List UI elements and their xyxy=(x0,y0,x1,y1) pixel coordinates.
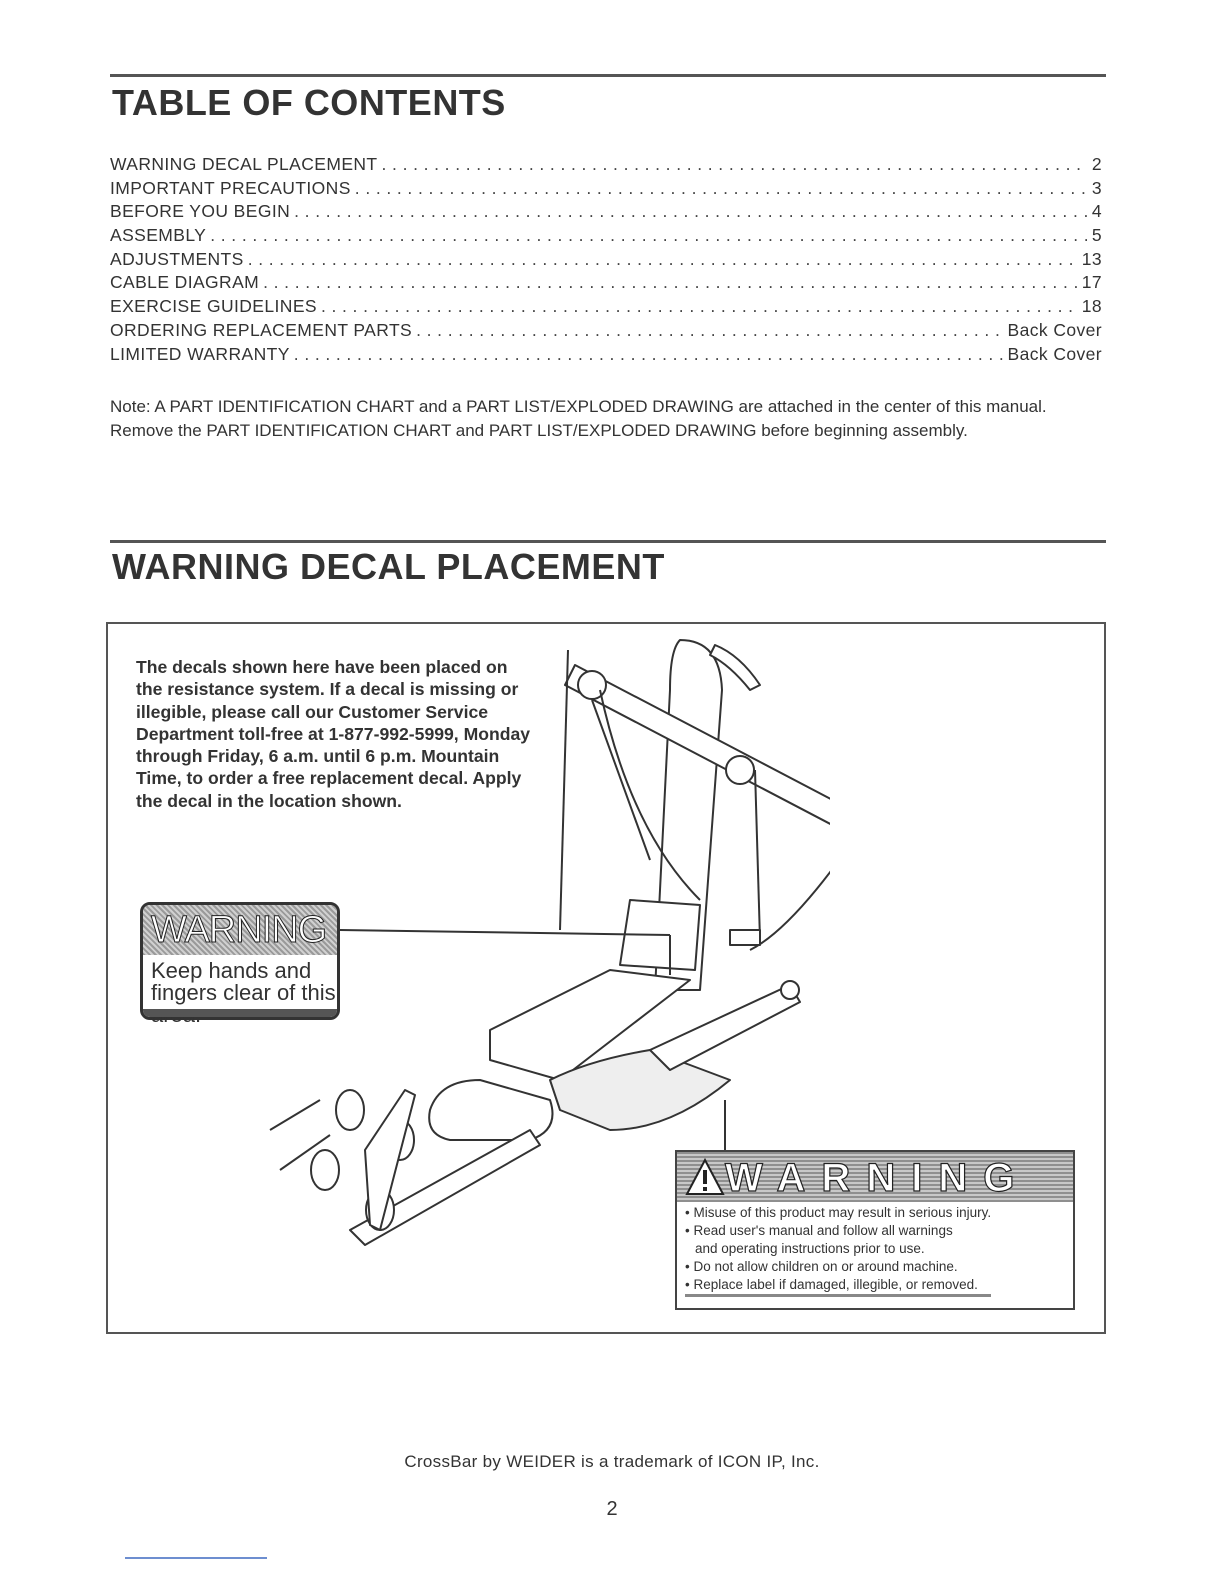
toc-entry[interactable] xyxy=(110,249,1102,273)
decal-large-list xyxy=(685,1204,991,1297)
toc-leader-dots xyxy=(294,344,1004,365)
toc-leader-dots xyxy=(263,272,1078,293)
toc-entry-label: EXERCISE GUIDELINES xyxy=(110,296,317,317)
toc-entry[interactable] xyxy=(110,178,1102,202)
decal-large-line: • Do not allow children on or around machine. xyxy=(685,1258,991,1276)
toc-leader-dots xyxy=(382,154,1088,175)
decal-instructions: The decals shown here have been placed on the resistance system. If a decal is missing or illegible, please call our Customer Service Department toll-free at 1-877-992-5999, Monday through Friday, 6 a.m. until 6 p.m. Mountain Time, to order a free replacement decal. Apply the decal in the location shown. xyxy=(136,657,531,811)
toc-entry-page: 4 xyxy=(1091,201,1102,222)
toc-leader-dots xyxy=(416,320,1003,341)
toc-entry-page: Back Cover xyxy=(1007,319,1102,340)
decal-large-line: • Misuse of this product may result in serious injury. xyxy=(685,1204,991,1222)
warning-top-rule xyxy=(110,540,1106,543)
toc-entry-label: ADJUSTMENTS xyxy=(110,248,244,269)
toc-entry-page: Back Cover xyxy=(1007,343,1102,364)
decal-bottom-band xyxy=(143,1009,337,1017)
toc-leader-dots xyxy=(248,249,1078,270)
trademark-notice: CrossBar by WEIDER is a trademark of ICON IP, Inc. xyxy=(404,1452,820,1471)
toc-entry-label: WARNING DECAL PLACEMENT xyxy=(110,154,378,174)
decal-small-title: WARNING xyxy=(151,909,327,951)
decal-large-title: WARNING xyxy=(725,1156,1031,1200)
toc-entry-label: BEFORE YOU BEGIN xyxy=(110,201,291,222)
toc-entry[interactable] xyxy=(110,225,1102,249)
toc-entry-page: 13 xyxy=(1081,248,1102,269)
toc-entry-page: 17 xyxy=(1081,272,1102,293)
toc-heading: TABLE OF CONTENTS xyxy=(112,82,506,123)
toc-leader-dots xyxy=(355,178,1088,199)
toc-entry-label: IMPORTANT PRECAUTIONS xyxy=(110,177,351,198)
decal-large-line: and operating instructions prior to use. xyxy=(695,1241,925,1256)
toc-entry-label: LIMITED WARRANTY xyxy=(110,343,290,364)
toc-entry[interactable] xyxy=(110,272,1102,296)
toc-list xyxy=(110,154,1102,367)
toc-top-rule xyxy=(110,74,1106,77)
toc-entry[interactable] xyxy=(110,154,1102,178)
warning-heading: WARNING DECAL PLACEMENT xyxy=(112,546,665,587)
toc-entry-page: 2 xyxy=(1091,154,1102,174)
warning-decal-small xyxy=(140,902,340,1020)
toc-entry-page: 18 xyxy=(1081,296,1102,317)
toc-leader-dots xyxy=(210,225,1088,246)
toc-entry-page: 3 xyxy=(1091,177,1102,198)
toc-entry[interactable] xyxy=(110,201,1102,225)
toc-entry[interactable] xyxy=(110,320,1102,344)
toc-entry-page: 5 xyxy=(1091,225,1102,246)
toc-entry-label: ORDERING REPLACEMENT PARTS xyxy=(110,319,413,340)
toc-entry[interactable] xyxy=(110,344,1102,368)
warning-decal-large xyxy=(675,1150,1075,1310)
warning-triangle-icon xyxy=(685,1158,725,1196)
toc-note: Note: A PART IDENTIFICATION CHART and a PART LIST/EXPLODED DRAWING are attached in the center of this manual. Remove the PART IDENTIFICATION CHART and PART LIST/EXPLODED DRAWING before beginning assembly. xyxy=(110,397,1047,440)
scan-edge-line xyxy=(125,1557,267,1559)
decal-small-body: Keep hands and fingers clear of this xyxy=(151,958,336,1005)
toc-entry-label: ASSEMBLY xyxy=(110,225,207,246)
toc-leader-dots xyxy=(294,201,1088,222)
toc-leader-dots xyxy=(321,296,1078,317)
page-number: 2 xyxy=(606,1498,618,1520)
toc-entry[interactable] xyxy=(110,296,1102,320)
decal-large-line: • Replace label if damaged, illegible, or removed. xyxy=(685,1276,991,1297)
toc-entry-label: CABLE DIAGRAM xyxy=(110,272,260,293)
decal-large-line: • Read user's manual and follow all warnings xyxy=(685,1222,991,1240)
